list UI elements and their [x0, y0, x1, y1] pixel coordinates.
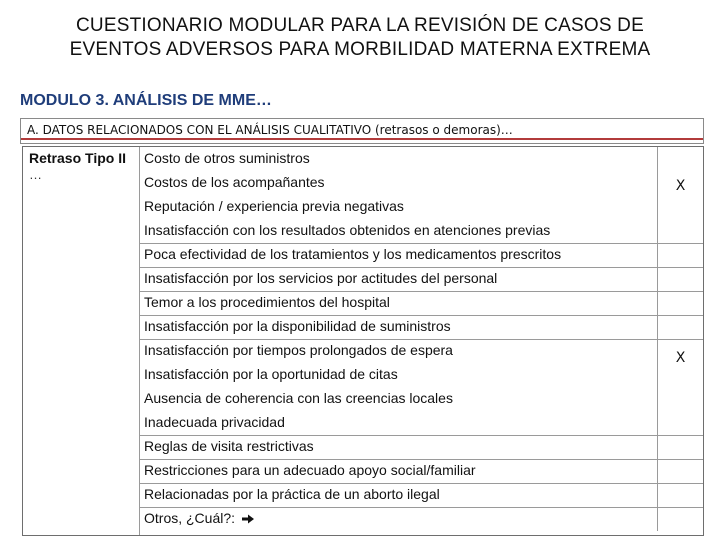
row-label: Restricciones para un adecuado apoyo social/familiar: [144, 462, 476, 478]
table-row: [140, 363, 703, 387]
section-header: [20, 118, 704, 144]
table-row: [140, 411, 703, 435]
mark-cell-group-1[interactable]: [657, 147, 703, 243]
table-row: [140, 195, 703, 219]
checked-mark: X: [675, 350, 686, 366]
section-title: A. DATOS RELACIONADOS CON EL ANÁLISIS CUALITATIVO (retrasos o demoras)…: [27, 123, 513, 137]
row-label: Costo de otros suministros: [144, 150, 310, 166]
row-label: Insatisfacción con los resultados obtenidos en atenciones previas: [144, 222, 551, 238]
title-line-2: EVENTOS ADVERSOS PARA MORBILIDAD MATERNA EXTREMA: [69, 39, 651, 60]
table-row: [140, 267, 703, 291]
row-mark-cell[interactable]: [657, 315, 703, 339]
row-label: Insatisfacción por la oportunidad de citas: [144, 366, 398, 382]
mark-cell-group-2[interactable]: [657, 339, 703, 435]
table-row: [140, 387, 703, 411]
table-row: [140, 459, 703, 483]
table-row: [140, 171, 703, 195]
row-label: Reputación / experiencia previa negativas: [144, 198, 404, 214]
row-label: Costos de los acompañantes: [144, 174, 325, 190]
row-label: Insatisfacción por la disponibilidad de suministros: [144, 318, 451, 334]
row-label: Insatisfacción por los servicios por actitudes del personal: [144, 270, 498, 286]
row-label: [144, 510, 255, 526]
table-row: [140, 219, 703, 243]
row-label: Reglas de visita restrictivas: [144, 438, 314, 454]
category-label: Retraso Tipo II: [29, 150, 126, 166]
row-mark-cell[interactable]: [657, 459, 703, 483]
module-title: MODULO 3. ANÁLISIS DE MME…: [20, 92, 272, 109]
row-label: Poca efectividad de los tratamientos y los medicamentos prescritos: [144, 246, 562, 262]
table-row: [140, 291, 703, 315]
row-label: Temor a los procedimientos del hospital: [144, 294, 390, 310]
row-label: Ausencia de coherencia con las creencias locales: [144, 390, 453, 406]
row-label: Relacionadas por la práctica de un aborto ilegal: [144, 486, 440, 502]
category-cell: [25, 147, 140, 535]
category-ellipsis: …: [29, 167, 42, 182]
row-label: Insatisfacción por tiempos prolongados de espera: [144, 342, 453, 358]
row-mark-cell[interactable]: [657, 243, 703, 267]
arrow-right-icon: [241, 513, 255, 525]
other-label: Otros, ¿Cuál?:: [144, 510, 236, 526]
table-row: [140, 315, 703, 339]
table-row: [140, 339, 703, 363]
title-line-1: CUESTIONARIO MODULAR PARA LA REVISIÓN DE CASOS DE: [76, 15, 644, 36]
row-mark-cell[interactable]: [657, 435, 703, 459]
table-row: [140, 483, 703, 507]
delay-table: [22, 146, 704, 536]
table-row: [140, 507, 703, 531]
document-title: [0, 14, 720, 62]
row-mark-cell[interactable]: [657, 291, 703, 315]
section-underline: [21, 138, 703, 140]
table-row: [140, 435, 703, 459]
row-mark-cell[interactable]: [657, 507, 703, 531]
row-mark-cell[interactable]: [657, 267, 703, 291]
row-mark-cell[interactable]: [657, 483, 703, 507]
row-label: Inadecuada privacidad: [144, 414, 285, 430]
table-row: [140, 243, 703, 267]
checked-mark: X: [675, 178, 686, 194]
table-row: [140, 147, 703, 171]
